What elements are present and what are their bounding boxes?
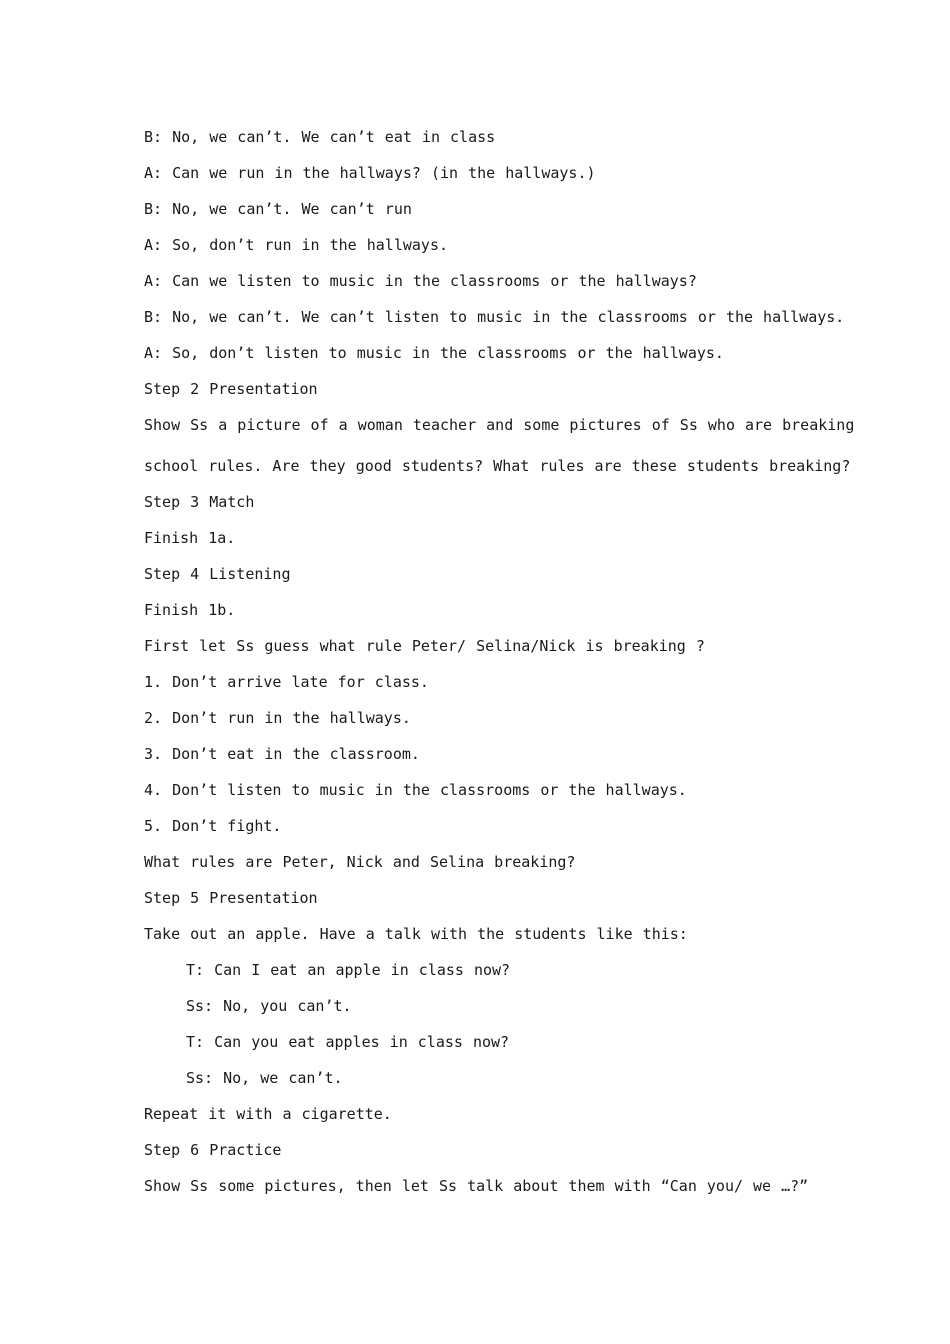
dialogue-line: T: Can you eat apples in class now? (186, 1033, 510, 1051)
list-item: 2. Don’t run in the hallways. (144, 709, 411, 727)
dialogue-line: A: Can we listen to music in the classrooms or the hallways? (144, 272, 697, 290)
paragraph-line: First let Ss guess what rule Peter/ Selina/Nick is breaking ? (144, 637, 705, 655)
paragraph-line: Show Ss a picture of a woman teacher and some pictures of Ss who are breaking (144, 416, 855, 434)
list-item: 5. Don’t fight. (144, 817, 282, 835)
paragraph-line: Show Ss some pictures, then let Ss talk about them with “Can you/ we …?” (144, 1177, 809, 1195)
list-item: 3. Don’t eat in the classroom. (144, 745, 420, 763)
dialogue-line: Ss: No, we can’t. (186, 1069, 343, 1087)
step-heading: Step 5 Presentation (144, 889, 318, 907)
step-heading: Step 6 Practice (144, 1141, 282, 1159)
paragraph-line: What rules are Peter, Nick and Selina breaking? (144, 853, 576, 871)
list-item: 4. Don’t listen to music in the classrooms or the hallways. (144, 781, 687, 799)
list-item: 1. Don’t arrive late for class. (144, 673, 429, 691)
dialogue-line: Ss: No, you can’t. (186, 997, 352, 1015)
dialogue-line: B: No, we can’t. We can’t eat in class (144, 128, 496, 146)
dialogue-line: T: Can I eat an apple in class now? (186, 961, 511, 979)
dialogue-line: B: No, we can’t. We can’t listen to music in the classrooms or the hallways. (144, 308, 845, 326)
step-heading: Step 3 Match (144, 493, 255, 511)
paragraph-line: Repeat it with a cigarette. (144, 1105, 392, 1123)
dialogue-line: A: So, don’t run in the hallways. (144, 236, 449, 254)
paragraph-line: Take out an apple. Have a talk with the students like this: (144, 925, 688, 943)
paragraph-line: Finish 1a. (144, 529, 236, 547)
dialogue-line: B: No, we can’t. We can’t run (144, 200, 412, 218)
paragraph-line: Finish 1b. (144, 601, 236, 619)
dialogue-line: A: Can we run in the hallways? (in the hallways.) (144, 164, 596, 182)
dialogue-line: A: So, don’t listen to music in the classrooms or the hallways. (144, 344, 724, 362)
step-heading: Step 4 Listening (144, 565, 291, 583)
step-heading: Step 2 Presentation (144, 380, 318, 398)
paragraph-line: school rules. Are they good students? What rules are these students breaking? (144, 457, 851, 475)
